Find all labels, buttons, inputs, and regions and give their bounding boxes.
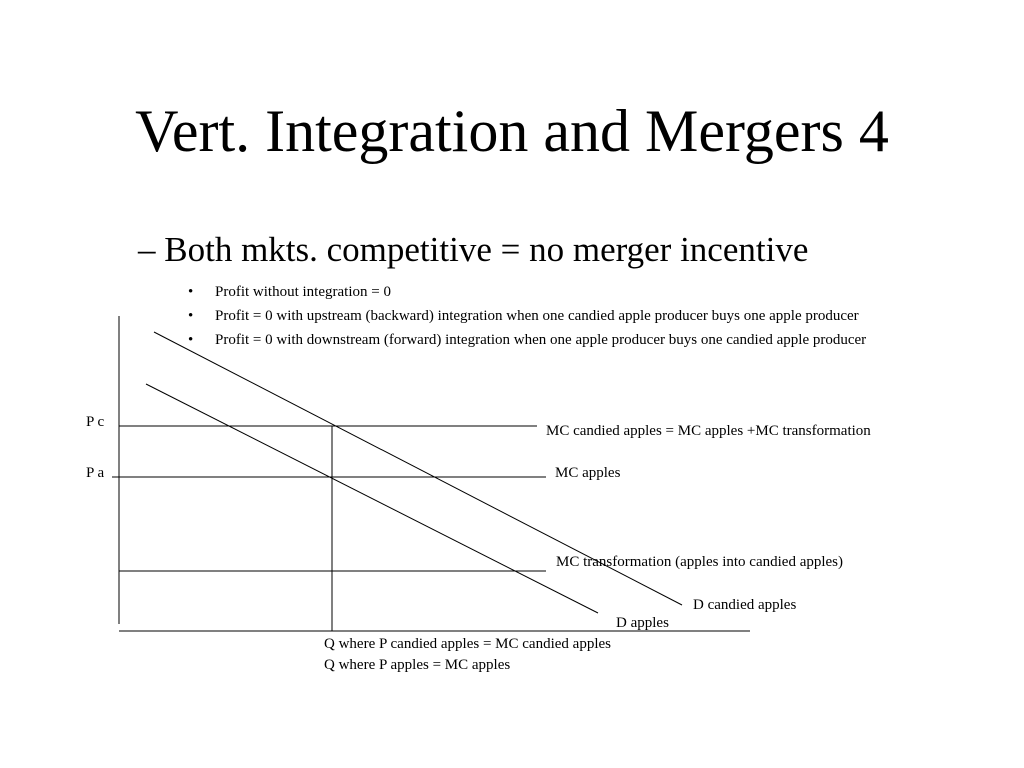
d-apples-curve bbox=[146, 384, 598, 613]
price-apples-label: P a bbox=[86, 465, 105, 481]
q-candied-caption: Q where P candied apples = MC candied apples bbox=[324, 636, 611, 652]
slide-title: Vert. Integration and Mergers 4 bbox=[135, 98, 889, 164]
bullet-text: Profit without integration = 0 bbox=[215, 284, 391, 300]
bullet-text: Profit = 0 with downstream (forward) integration when one apple producer buys one candied apple producer bbox=[215, 332, 867, 348]
bullet-dot: • bbox=[188, 284, 194, 300]
mc-transformation-label: MC transformation (apples into candied apples) bbox=[556, 554, 844, 570]
price-candied-label: P c bbox=[86, 414, 105, 430]
bullet-dot: • bbox=[188, 332, 194, 348]
mc-candied-apples-label: MC candied apples = MC apples +MC transformation bbox=[546, 423, 871, 439]
d-apples-label: D apples bbox=[616, 615, 669, 631]
mc-apples-label: MC apples bbox=[555, 465, 621, 481]
bullet-text: Profit = 0 with upstream (backward) integration when one candied apple producer buys one apple producer bbox=[215, 308, 859, 324]
bullet-dot: • bbox=[188, 308, 194, 324]
d-candied-apples-label: D candied apples bbox=[693, 597, 797, 613]
q-apples-caption: Q where P apples = MC apples bbox=[324, 657, 511, 673]
sub-bullet-heading: – Both mkts. competitive = no merger incentive bbox=[138, 230, 809, 269]
